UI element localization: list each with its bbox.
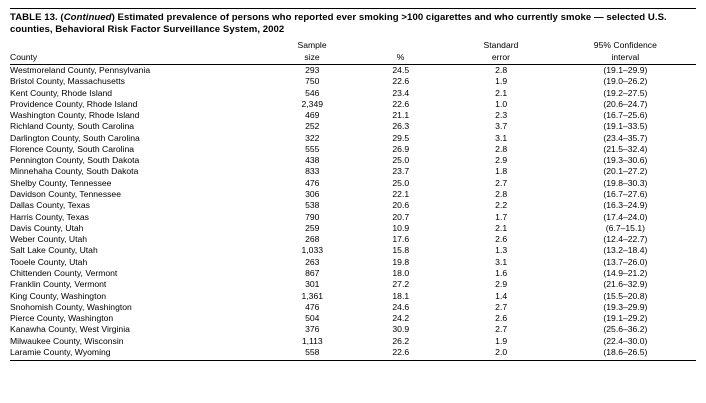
cell-sample-size: 376 [305,324,320,335]
table-row [10,302,696,313]
header-sample-size-line2: size [304,52,320,62]
header-standard-error-line2: error [491,52,511,62]
cell-county: Pennington County, South Dakota [10,155,140,166]
cell-sample-size: 322 [305,132,320,143]
cell-standard-error: 2.8 [495,64,508,75]
cell-percent: 17.6 [392,234,410,245]
cell-standard-error: 2.7 [495,324,508,335]
cell-percent: 24.5 [392,64,410,75]
cell-standard-error: 1.6 [495,268,508,278]
cell-county: Kent County, Rhode Island [10,87,113,98]
table-row [10,313,696,324]
cell-standard-error: 1.0 [495,98,508,109]
cell-standard-error: 2.6 [495,234,508,245]
cell-sample-size: 558 [305,346,320,357]
cell-percent: 25.0 [392,155,410,166]
cell-standard-error: 1.7 [495,211,508,222]
cell-confidence-interval: (14.9–21.2) [603,268,648,278]
cell-county: Kanawha County, West Virginia [10,324,130,335]
title-rest: ) Estimated prevalence of persons who reported ever smoking >100 cigarettes and who currently smoke — selected U.S. counties, Behavioral Risk Factor Surveillance System, 2002 [10,12,667,36]
table-row [10,279,696,290]
table-row [10,155,696,166]
cell-county: Laramie County, Wyoming [10,346,111,357]
cell-confidence-interval: (19.1–29.9) [603,64,648,75]
table-row [10,290,696,301]
table-row [10,166,696,177]
table-title [10,12,696,36]
table-row [10,245,696,256]
cell-standard-error: 3.7 [495,121,508,132]
cell-standard-error: 2.1 [495,87,508,98]
cell-county: Florence County, South Carolina [10,143,135,154]
table-row [10,347,696,358]
cell-sample-size: 301 [305,279,320,290]
table-row [10,335,696,346]
table-row [10,132,696,143]
cell-confidence-interval: (6.7–15.1) [605,222,645,233]
cell-county: Chittenden County, Vermont [10,268,118,278]
cell-confidence-interval: (16.3–24.9) [603,200,648,211]
cell-county: Snohomish County, Washington [10,301,132,312]
cell-sample-size: 546 [305,87,320,98]
cell-percent: 22.6 [392,98,410,109]
cell-sample-size: 476 [305,301,320,312]
cell-percent: 21.1 [392,110,410,121]
cell-confidence-interval: (21.5–32.4) [603,143,648,154]
cell-standard-error: 2.1 [495,222,508,233]
cell-confidence-interval: (19.1–33.5) [603,121,648,132]
cell-county: Franklin County, Vermont [10,279,107,290]
cell-percent: 10.9 [392,222,410,233]
header-standard-error-line1: Standard [483,40,519,51]
bottom-border-rule [10,360,696,361]
cell-county: Darlington County, South Carolina [10,132,140,143]
table-row [10,65,696,76]
cell-county: Davis County, Utah [10,222,84,233]
title-continued-word: Continued [63,12,112,23]
table-row [10,110,696,121]
cell-confidence-interval: (19.8–30.3) [603,177,648,188]
title-prefix: TABLE 13. ( [10,12,64,23]
cell-percent: 25.0 [392,177,410,188]
table-row [10,200,696,211]
cell-sample-size: 268 [305,234,320,245]
cell-county: Milwaukee County, Wisconsin [10,335,124,346]
cell-percent: 15.8 [392,245,410,256]
table-row [10,211,696,222]
cell-sample-size: 1,033 [301,245,324,256]
cell-sample-size: 476 [305,177,320,188]
cell-percent: 26.3 [392,121,410,132]
cell-standard-error: 1.9 [495,335,508,346]
cell-percent: 30.9 [392,324,410,335]
cell-sample-size: 306 [305,189,320,200]
cell-sample-size: 833 [305,166,320,177]
cell-confidence-interval: (12.4–22.7) [603,234,648,245]
cell-standard-error: 2.2 [495,200,508,211]
cell-confidence-interval: (16.7–27.6) [603,189,648,200]
cell-sample-size: 259 [305,222,320,233]
cell-confidence-interval: (20.1–27.2) [603,166,648,177]
cell-county: Salt Lake County, Utah [10,245,98,256]
cell-county: Washington County, Rhode Island [10,110,140,121]
cell-confidence-interval: (22.4–30.0) [603,335,648,346]
table-row [10,324,696,335]
cell-standard-error: 3.1 [495,256,508,267]
cell-confidence-interval: (13.7–26.0) [603,256,648,267]
cell-standard-error: 2.6 [495,313,508,324]
cell-county: Bristol County, Massachusetts [10,76,125,87]
cell-percent: 18.0 [392,268,410,278]
cell-percent: 29.5 [392,132,410,143]
cell-county: Shelby County, Tennessee [10,177,112,188]
cell-percent: 22.1 [392,189,410,200]
cell-county: Providence County, Rhode Island [10,98,138,109]
table-row [10,189,696,200]
cell-sample-size: 555 [305,143,320,154]
table-row [10,121,696,132]
cell-percent: 24.6 [392,301,410,312]
header-blank-county [10,40,270,52]
table-row [10,98,696,109]
table-row [10,144,696,155]
cell-county: Pierce County, Washington [10,313,114,324]
table-row [10,76,696,87]
cell-standard-error: 2.7 [495,301,508,312]
cell-confidence-interval: (25.6–36.2) [603,324,648,335]
cell-county: Richland County, South Carolina [10,121,135,132]
cell-percent: 20.6 [392,200,410,211]
cell-sample-size: 750 [305,76,320,87]
prevalence-table-body [10,65,696,358]
cell-sample-size: 1,361 [301,290,324,301]
cell-county: Westmoreland County, Pennsylvania [10,64,151,75]
cell-county: Dallas County, Texas [10,200,90,211]
cell-confidence-interval: (19.0–26.2) [603,76,648,87]
cell-percent: 23.4 [392,87,410,98]
table-row [10,177,696,188]
cell-percent: 26.2 [392,335,410,346]
cell-standard-error: 2.9 [495,279,508,290]
cell-percent: 26.9 [392,143,410,154]
header-county: County [10,52,38,62]
cell-percent: 22.6 [392,76,410,87]
cell-percent: 19.8 [392,256,410,267]
cell-percent: 27.2 [392,279,410,290]
cell-sample-size: 252 [305,121,320,132]
cell-sample-size: 438 [305,155,320,166]
cell-confidence-interval: (15.5–20.8) [603,290,648,301]
cell-sample-size: 504 [305,313,320,324]
cell-county: Weber County, Utah [10,234,88,245]
cell-county: Minnehaha County, South Dakota [10,166,139,177]
cell-percent: 24.2 [392,313,410,324]
top-border-rule [10,8,696,9]
cell-standard-error: 2.8 [495,189,508,200]
cell-confidence-interval: (17.4–24.0) [603,211,648,222]
table-body [10,65,696,358]
cell-percent: 20.7 [392,211,410,222]
cell-standard-error: 2.8 [495,143,508,154]
table-header [10,40,696,63]
cell-confidence-interval: (16.7–25.6) [603,110,648,121]
cell-percent: 18.1 [392,290,410,301]
cell-confidence-interval: (20.6–24.7) [603,98,648,109]
cell-sample-size: 867 [305,268,320,278]
cell-standard-error: 2.7 [495,177,508,188]
cell-sample-size: 293 [305,64,320,75]
cell-sample-size: 790 [305,211,320,222]
table-row [10,223,696,234]
cell-confidence-interval: (19.2–27.5) [603,87,648,98]
cell-confidence-interval: (18.6–26.5) [603,346,648,357]
cell-standard-error: 1.4 [495,290,508,301]
header-confidence-interval-line2: interval [611,52,640,62]
cell-sample-size: 2,349 [301,98,324,109]
cell-sample-size: 469 [305,110,320,121]
cell-standard-error: 1.9 [495,76,508,87]
header-row-bottom [10,52,696,64]
table-row [10,268,696,279]
cell-confidence-interval: (19.3–29.9) [603,301,648,312]
cell-confidence-interval: (23.4–35.7) [603,132,648,143]
cell-county: Tooele County, Utah [10,256,88,267]
header-confidence-interval-line1: 95% Confidence [593,40,657,51]
header-percent: % [396,52,405,62]
header-percent-blank [356,40,447,52]
cell-standard-error: 1.8 [495,166,508,177]
cell-confidence-interval: (19.1–29.2) [603,313,648,324]
table-row [10,234,696,245]
header-sample-size-line1: Sample [297,40,327,51]
cell-confidence-interval: (19.3–30.6) [603,155,648,166]
header-row-top [10,40,696,52]
cell-standard-error: 1.3 [495,245,508,256]
cell-standard-error: 2.0 [495,346,508,357]
prevalence-table [10,40,696,63]
cell-percent: 23.7 [392,166,410,177]
cell-sample-size: 263 [305,256,320,267]
cell-standard-error: 2.9 [495,155,508,166]
cell-confidence-interval: (13.2–18.4) [603,245,648,256]
cell-standard-error: 3.1 [495,132,508,143]
cell-percent: 22.6 [392,346,410,357]
cell-standard-error: 2.3 [495,110,508,121]
cell-county: Davidson County, Tennessee [10,189,121,200]
cell-county: Harris County, Texas [10,211,89,222]
table-row [10,87,696,98]
cell-sample-size: 538 [305,200,320,211]
table-row [10,256,696,267]
cell-confidence-interval: (21.6–32.9) [603,279,648,290]
cell-sample-size: 1,113 [301,335,323,346]
cell-county: King County, Washington [10,290,107,301]
